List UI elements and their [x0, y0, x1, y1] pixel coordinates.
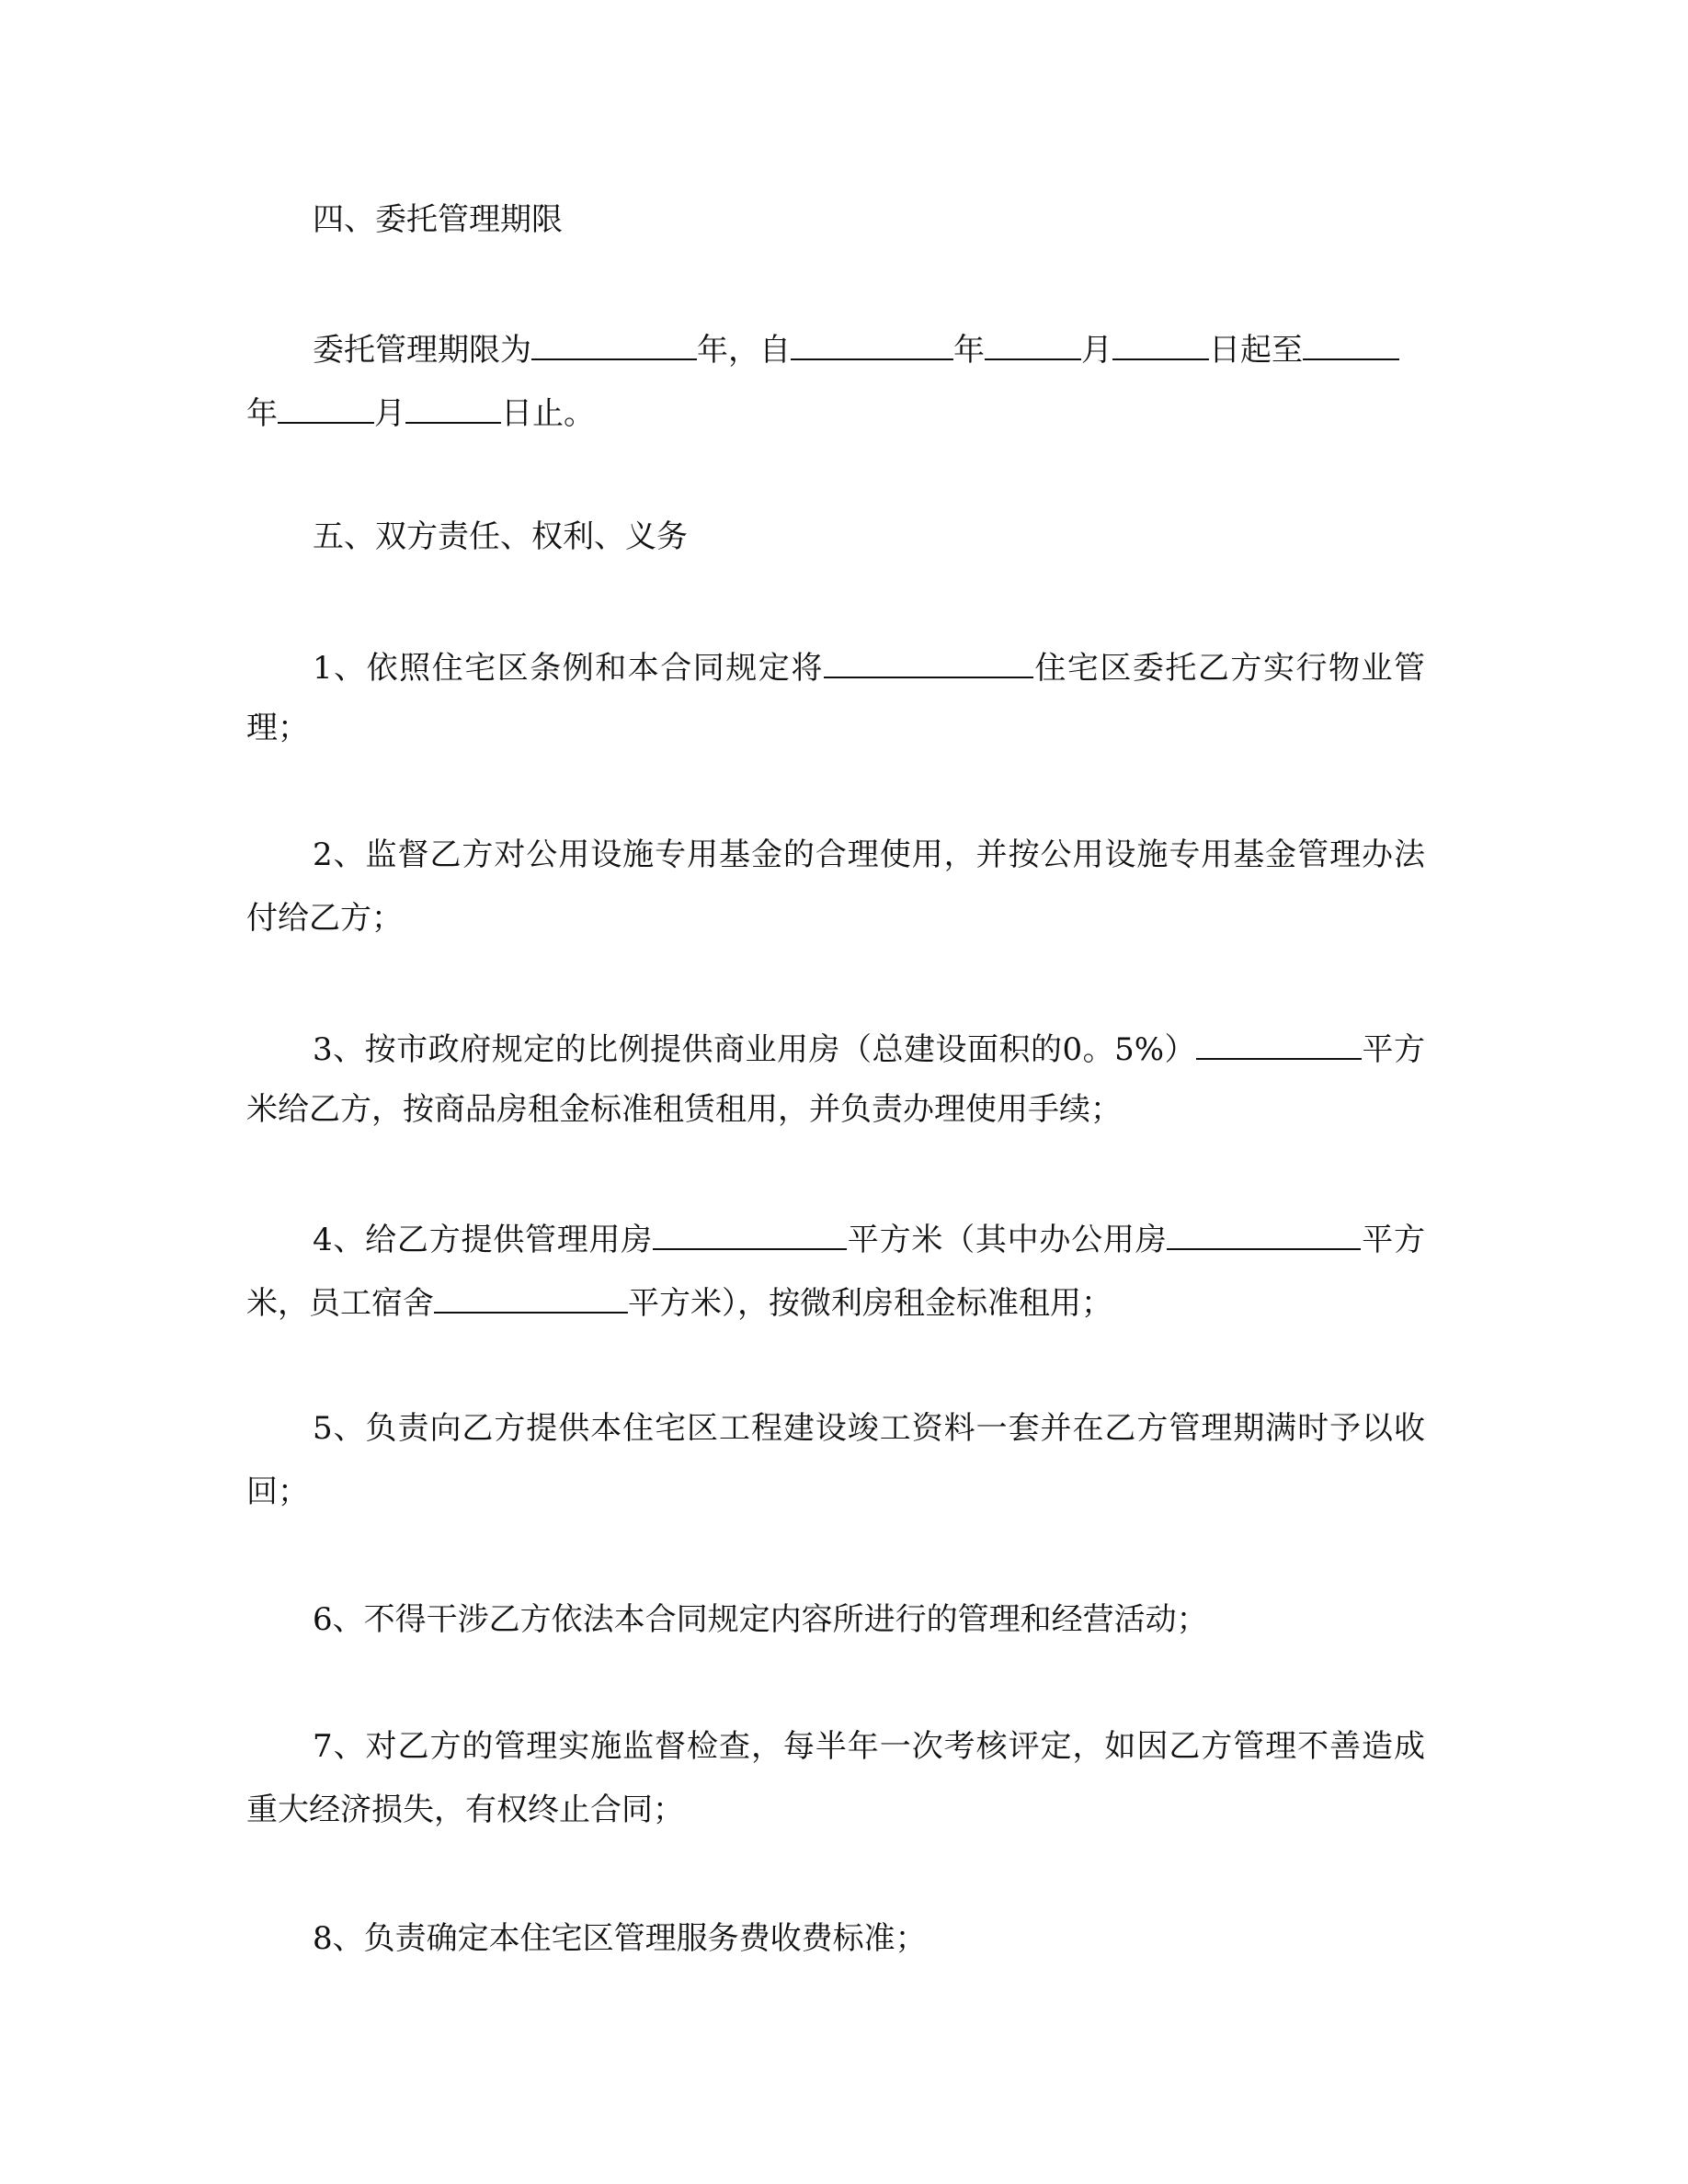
blank-term-years [531, 324, 697, 360]
item-4-line-1 [313, 1213, 1425, 1259]
item-3-line-2: 米给乙方，按商品房租金标准租赁租用，并负责办理使用手续； [246, 1091, 1122, 1128]
item-2-line-2: 付给乙方； [246, 900, 403, 937]
item-5-line-1: 5、负责向乙方提供本住宅区工程建设竣工资料一套并在乙方管理期满时予以收 [313, 1410, 1425, 1447]
blank-start-day [1112, 324, 1209, 360]
text: 年 [953, 332, 985, 369]
blank-end-year [1303, 324, 1399, 360]
text: 3、按市政府规定的比例提供商业用房（总建设面积的0。5%） [313, 1031, 1197, 1068]
text: 4、给乙方提供管理用房 [313, 1222, 654, 1258]
blank-residential-area [824, 642, 1033, 678]
item-1-line-1 [313, 642, 1425, 688]
item-7-line-2: 重大经济损失，有权终止合同； [246, 1792, 684, 1828]
text: 月 [1081, 332, 1112, 369]
blank-end-month [278, 387, 374, 424]
term-paragraph-line-1 [313, 324, 1399, 370]
item-1-line-2: 理； [246, 710, 309, 746]
text: 1、依照住宅区条例和本合同规定将 [313, 650, 824, 687]
blank-management-area [653, 1213, 847, 1250]
term-paragraph-line-2 [246, 387, 595, 433]
item-6: 6、不得干涉乙方依法本合同规定内容所进行的管理和经营活动； [313, 1601, 1208, 1638]
text: 住宅区委托乙方实行物业管 [1032, 650, 1425, 687]
blank-start-month [985, 324, 1081, 360]
section-4-heading: 四、委托管理期限 [313, 201, 563, 238]
text: 米，员工宿舍 [246, 1285, 434, 1322]
text: 平方 [1362, 1031, 1426, 1068]
text: 平方 [1361, 1222, 1425, 1258]
item-7-line-1: 7、对乙方的管理实施监督检查，每半年一次考核评定，如因乙方管理不善造成 [313, 1728, 1425, 1765]
item-2-line-1: 2、监督乙方对公用设施专用基金的合理使用，并按公用设施专用基金管理办法 [313, 836, 1425, 873]
blank-dormitory-area [434, 1277, 628, 1314]
blank-end-day [405, 387, 501, 424]
section-5-heading: 五、双方责任、权利、义务 [313, 518, 688, 555]
text: 年 [246, 395, 278, 432]
text: 日止。 [501, 395, 595, 432]
blank-start-year [791, 324, 953, 360]
blank-commercial-area [1196, 1023, 1362, 1060]
text: 平方米），按微利房租金标准租用； [628, 1285, 1112, 1322]
blank-office-area [1167, 1213, 1361, 1250]
item-8: 8、负责确定本住宅区管理服务费收费标准； [313, 1920, 927, 1957]
item-4-line-2 [246, 1277, 1112, 1323]
text: 年，自 [697, 332, 791, 369]
text: 月 [374, 395, 405, 432]
text: 日起至 [1209, 332, 1303, 369]
item-3-line-1 [313, 1023, 1425, 1069]
text: 委托管理期限为 [313, 332, 531, 369]
text: 平方米（其中办公用房 [847, 1222, 1168, 1258]
item-5-line-2: 回； [246, 1473, 309, 1510]
